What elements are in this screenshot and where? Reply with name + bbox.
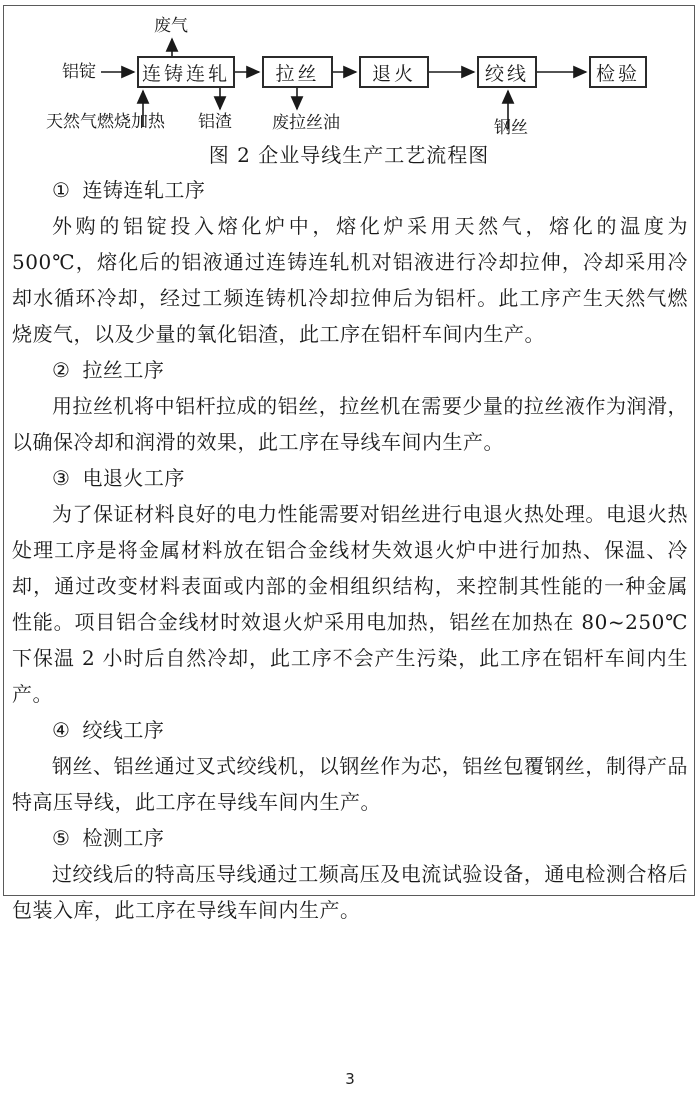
section-title: 连铸连轧工序 — [82, 178, 206, 202]
label-aluminum-ingot: 铝锭 — [62, 62, 96, 82]
process-flowchart — [4, 6, 694, 138]
section-heading-5 — [12, 820, 688, 856]
section-title: 电退火工序 — [82, 466, 185, 490]
section-number: ① — [52, 178, 71, 202]
section-body-3: 为了保证材料良好的电力性能需要对铝丝进行电退火热处理。电退火热处理工序是将金属材料放在铝合金线材失效退火炉中进行加热、保温、冷却，通过改变材料表面或内部的金相组织结构，来控制其性能的一种金属性能。项目铝合金线材时效退火炉采用电加热，铝丝在加热在 80~250℃下保温 2 小时后自然冷却，此工序不会产生污染，此工序在铝杆车间内生产。 — [12, 502, 688, 706]
process-descriptions — [4, 172, 694, 928]
flow-node-casting-rolling: 连铸连轧 — [137, 56, 235, 88]
page-number: 3 — [345, 1070, 355, 1088]
label-waste-gas: 废气 — [154, 16, 188, 36]
section-number: ⑤ — [52, 826, 71, 850]
flow-node-stranding: 绞线 — [477, 56, 537, 88]
section-body-2: 用拉丝机将中铝杆拉成的铝丝，拉丝机在需要少量的拉丝液作为润滑，以确保冷却和润滑的效果，此工序在导线车间内生产。 — [12, 394, 688, 454]
section-title: 绞线工序 — [82, 718, 165, 742]
flow-node-inspection: 检验 — [589, 56, 647, 88]
content-border — [3, 5, 695, 922]
figure-caption: 图 2 企业导线生产工艺流程图 — [208, 143, 490, 167]
label-aluminum-slag: 铝渣 — [198, 112, 232, 132]
section-title: 拉丝工序 — [82, 358, 165, 382]
label-waste-drawing-oil: 废拉丝油 — [272, 113, 340, 133]
label-natural-gas-heating: 天然气燃烧加热 — [46, 112, 165, 132]
label-steel-wire: 钢丝 — [494, 118, 528, 138]
section-number: ④ — [52, 718, 71, 742]
section-title: 检测工序 — [82, 826, 165, 850]
flow-node-wire-drawing: 拉丝 — [262, 56, 333, 88]
flow-node-annealing: 退火 — [359, 56, 429, 88]
section-heading-4 — [12, 712, 688, 748]
section-number: ② — [52, 358, 71, 382]
section-body-4: 钢丝、铝丝通过叉式绞线机，以钢丝作为芯，铝丝包覆钢丝，制得产品特高压导线，此工序在导线车间内生产。 — [12, 754, 688, 814]
section-number: ③ — [52, 466, 71, 490]
section-body-5: 过绞线后的特高压导线通过工频高压及电流试验设备，通电检测合格后包装入库，此工序在导线车间内生产。 — [12, 862, 688, 922]
section-heading-2 — [12, 352, 688, 388]
section-heading-1 — [12, 172, 688, 208]
section-body-1: 外购的铝锭投入熔化炉中，熔化炉采用天然气，熔化的温度为 500℃，熔化后的铝液通过连铸连轧机对铝液进行冷却拉伸，冷却采用冷却水循环冷却，经过工频连铸机冷却拉伸后为铝杆。此工序产生天然气燃烧废气，以及少量的氧化铝渣，此工序在铝杆车间内生产。 — [12, 214, 688, 346]
section-heading-3 — [12, 460, 688, 496]
